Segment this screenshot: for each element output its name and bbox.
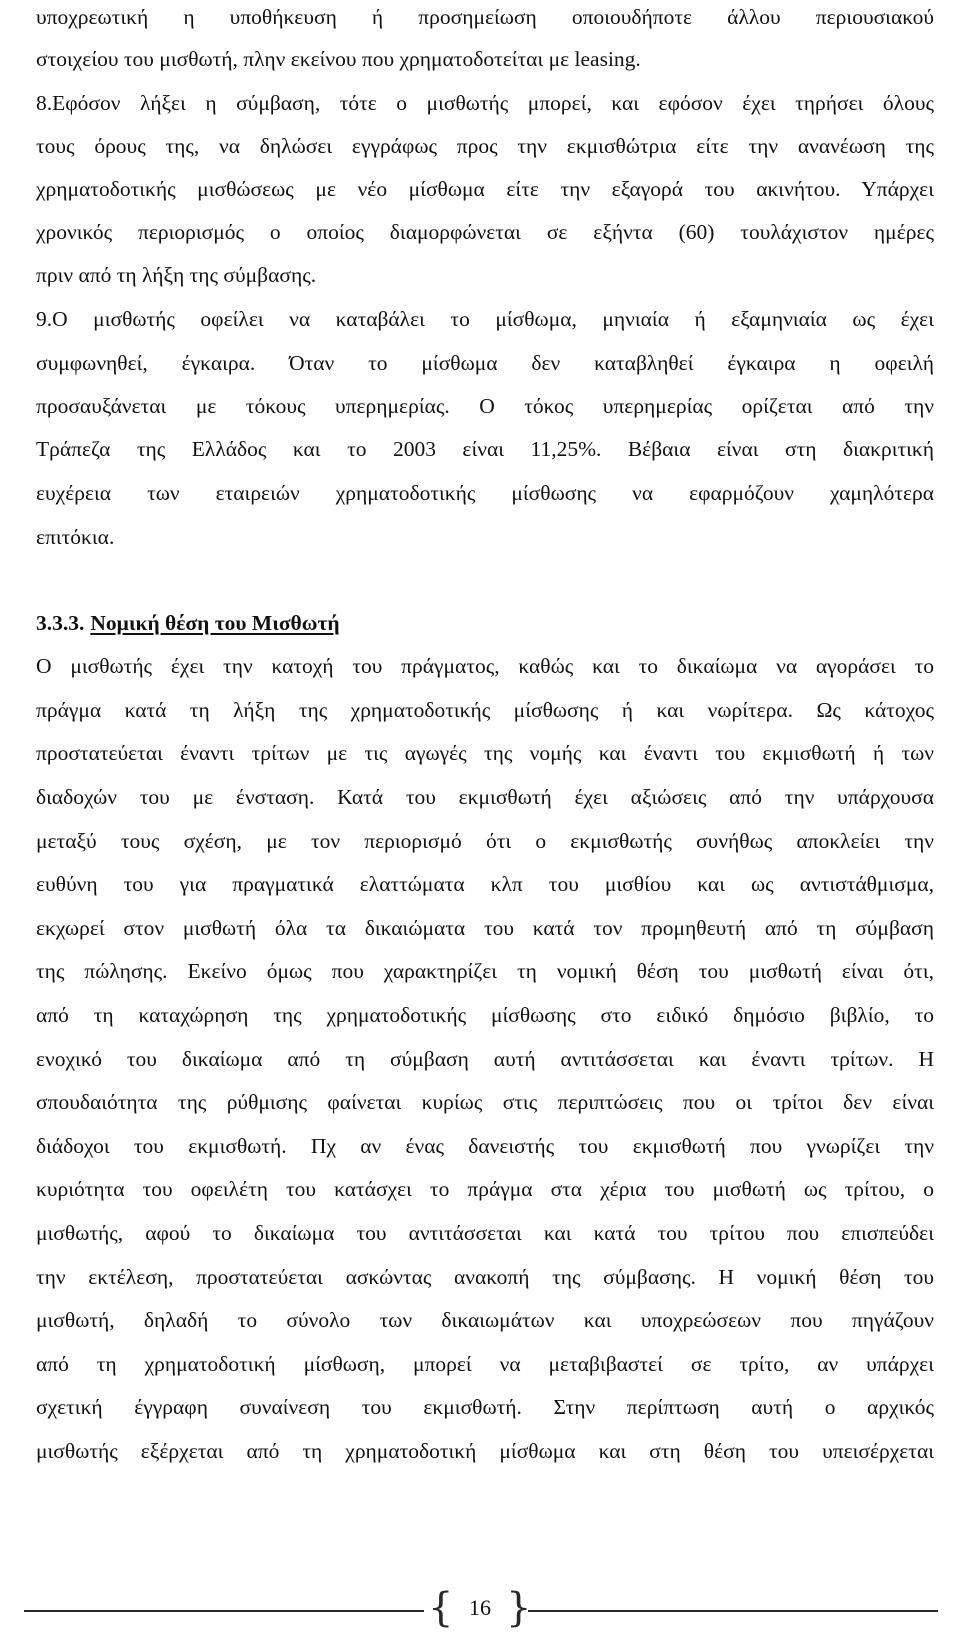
paragraph-line: ευχέρεια των εταιρειών χρηματοδοτικής μίσθωσης να εφαρμόζουν χαμηλότερα bbox=[36, 481, 934, 505]
paragraph-line: Τράπεζα της Ελλάδος και το 2003 είναι 11,25%. Βέβαια είναι στη διακριτική bbox=[36, 437, 934, 461]
paragraph-line: την εκτέλεση, προστατεύεται ασκώντας ανακοπή της σύμβασης. Η νομική θέση του bbox=[36, 1265, 934, 1289]
paragraph-line: από τη καταχώρηση της χρηματοδοτικής μίσθωσης στο ειδικό δημόσιο βιβλίο, το bbox=[36, 1003, 934, 1027]
page-number: 16 bbox=[469, 1595, 491, 1620]
page-footer bbox=[0, 1582, 960, 1634]
paragraph-line: πριν από τη λήξη της σύμβασης. bbox=[36, 263, 317, 287]
paragraph-line: προστατεύεται έναντι τρίτων με τις αγωγές της νομής και έναντι του εκμισθωτή ή των bbox=[36, 741, 934, 765]
paragraph-line: χρηματοδοτικής μισθώσεως με νέο μίσθωμα είτε την εξαγορά του ακινήτου. Υπάρχει bbox=[36, 177, 934, 201]
paragraph-line: ενοχικό του δικαίωμα από τη σύμβαση αυτή αντιτάσσεται και έναντι τρίτων. Η bbox=[36, 1047, 934, 1071]
section-heading bbox=[36, 610, 340, 636]
paragraph-line: στοιχείου του μισθωτή, πλην εκείνου που χρηματοδοτείται με leasing. bbox=[36, 47, 641, 71]
paragraph-line: μισθωτή, δηλαδή το σύνολο των δικαιωμάτων και υποχρεώσεων που πηγάζουν bbox=[36, 1308, 934, 1332]
section-number: 3.3.3. bbox=[36, 611, 85, 635]
paragraph-line: χρονικός περιορισμός ο οποίος διαμορφώνεται σε εξήντα (60) τουλάχιστον ημέρες bbox=[36, 220, 934, 244]
paragraph-line: εκχωρεί στον μισθωτή όλα τα δικαιώματα του κατά τον προμηθευτή από τη σύμβαση bbox=[36, 916, 934, 940]
right-brace-icon: } bbox=[506, 1585, 532, 1631]
section-title: Νομική θέση του Μισθωτή bbox=[90, 611, 340, 635]
paragraph-line: πράγμα κατά τη λήξη της χρηματοδοτικής μίσθωσης ή και νωρίτερα. Ως κάτοχος bbox=[36, 698, 934, 722]
paragraph-line: διάδοχοι του εκμισθωτή. Πχ αν ένας δανειστής του εκμισθωτή που γνωρίζει την bbox=[36, 1134, 934, 1158]
left-brace-icon: { bbox=[428, 1585, 454, 1631]
paragraph-line: σχετική έγγραφη συναίνεση του εκμισθωτή. Στην περίπτωση αυτή ο αρχικός bbox=[36, 1395, 934, 1419]
paragraph-line: Ο μισθωτής έχει την κατοχή του πράγματος, καθώς και το δικαίωμα να αγοράσει το bbox=[36, 654, 934, 678]
paragraph-line: σπουδαιότητα της ρύθμισης φαίνεται κυρίως στις περιπτώσεις που οι τρίτοι δεν είναι bbox=[36, 1090, 934, 1114]
paragraph-line: ευθύνη του για πραγματικά ελαττώματα κλπ του μισθίου και ως αντιστάθμισμα, bbox=[36, 872, 934, 896]
paragraph-line: 8.Εφόσον λήξει η σύμβαση, τότε ο μισθωτής μπορεί, και εφόσον έχει τηρήσει όλους bbox=[36, 91, 934, 115]
paragraph-line: συμφωνηθεί, έγκαιρα. Όταν το μίσθωμα δεν καταβληθεί έγκαιρα η οφειλή bbox=[36, 351, 934, 375]
paragraph-line: από τη χρηματοδοτική μίσθωση, μπορεί να μεταβιβαστεί σε τρίτο, αν υπάρχει bbox=[36, 1352, 934, 1376]
paragraph-line: 9.Ο μισθωτής οφείλει να καταβάλει το μίσθωμα, μηνιαία ή εξαμηνιαία ως έχει bbox=[36, 307, 934, 331]
paragraph-line: μισθωτής, αφού το δικαίωμα του αντιτάσσεται και κατά του τρίτου που επισπεύδει bbox=[36, 1221, 934, 1245]
paragraph-line: κυριότητα του οφειλέτη του κατάσχει το πράγμα στα χέρια του μισθωτή ως τρίτου, ο bbox=[36, 1177, 934, 1201]
paragraph-line: προσαυξάνεται με τόκους υπερημερίας. Ο τόκος υπερημερίας ορίζεται από την bbox=[36, 394, 934, 418]
paragraph-line: υποχρεωτική η υποθήκευση ή προσημείωση οποιουδήποτε άλλου περιουσιακού bbox=[36, 5, 934, 29]
paragraph-line: τους όρους της, να δηλώσει εγγράφως προς την εκμισθώτρια είτε την ανανέωση της bbox=[36, 134, 934, 158]
paragraph-line: μισθωτής εξέρχεται από τη χρηματοδοτική μίσθωμα και στη θέση του υπεισέρχεται bbox=[36, 1439, 934, 1463]
footer-rule-right bbox=[528, 1610, 938, 1612]
paragraph-line: της πώλησης. Εκείνο όμως που χαρακτηρίζει τη νομική θέση του μισθωτή είναι ότι, bbox=[36, 959, 934, 983]
paragraph-line: μεταξύ τους σχέση, με τον περιορισμό ότι ο εκμισθωτής συνήθως αποκλείει την bbox=[36, 829, 934, 853]
paragraph-line: διαδοχών του με ένσταση. Κατά του εκμισθωτή έχει αξιώσεις από την υπάρχουσα bbox=[36, 785, 934, 809]
footer-rule-left bbox=[24, 1610, 424, 1612]
paragraph-line: επιτόκια. bbox=[36, 525, 115, 549]
